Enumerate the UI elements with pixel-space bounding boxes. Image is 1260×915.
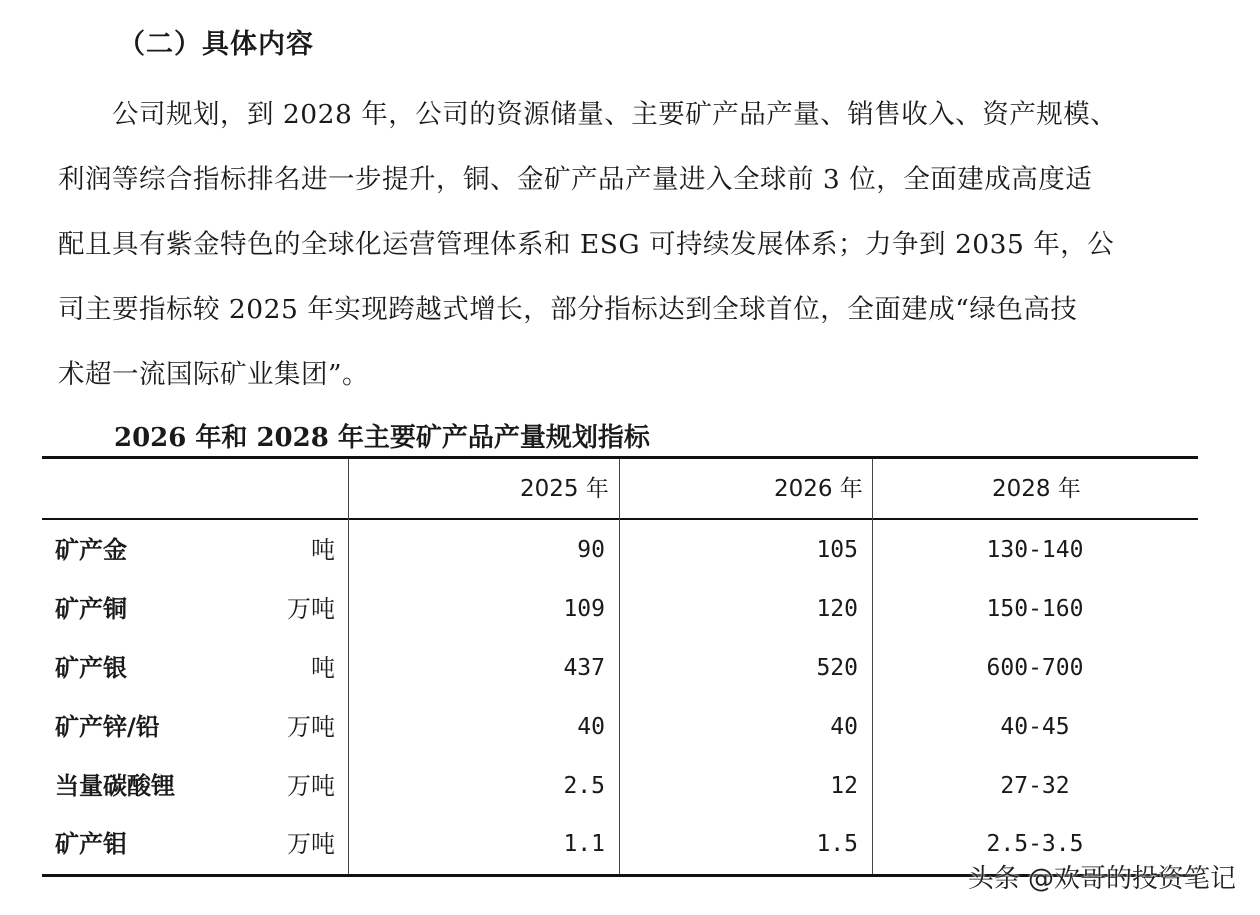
header-2028: 2028 年 [992,476,1081,502]
value-2026: 1.5 [816,831,858,857]
row-name: 矿产银 [55,654,127,682]
column-divider [872,459,873,874]
value-2028: 27-32 [1000,773,1070,799]
value-2025: 40 [577,714,605,740]
value-2025: 2.5 [563,773,605,799]
value-2028: 150-160 [986,596,1084,622]
value-2026: 40 [830,714,858,740]
value-2028: 2.5-3.5 [986,831,1084,857]
paragraph-line: 利润等综合指标排名进一步提升，铜、金矿产品产量进入全球前 3 位，全面建成高度适 [58,164,1093,195]
value-2026: 120 [816,596,858,622]
paragraph-line: 司主要指标较 2025 年实现跨越式增长，部分指标达到全球首位，全面建成“绿色高技 [58,294,1078,325]
row-unit: 吨 [311,654,335,682]
table-title: 2026 年和 2028 年主要矿产品产量规划指标 [114,423,650,453]
row-name: 矿产金 [55,536,127,564]
value-2026: 105 [816,537,858,563]
header-2025: 2025 年 [520,476,609,502]
row-unit: 万吨 [287,772,335,800]
value-2028: 130-140 [986,537,1084,563]
column-divider [619,459,620,874]
table-header-rule [42,518,1198,520]
column-divider [348,459,349,874]
table-top-rule [42,456,1198,459]
value-2028: 40-45 [1000,714,1070,740]
row-name: 矿产锌/铅 [55,713,160,741]
paragraph-line: 术超一流国际矿业集团”。 [58,359,370,390]
row-name: 当量碳酸锂 [55,772,175,800]
value-2025: 1.1 [563,831,605,857]
value-2028: 600-700 [986,655,1084,681]
value-2026: 12 [830,773,858,799]
section-heading: （二）具体内容 [118,29,314,60]
value-2025: 90 [577,537,605,563]
value-2026: 520 [816,655,858,681]
paragraph-line: 公司规划，到 2028 年，公司的资源储量、主要矿产品产量、销售收入、资产规模、 [112,99,1118,130]
row-name: 矿产钼 [55,830,127,858]
paragraph-line: 配且具有紫金特色的全球化运营管理体系和 ESG 可持续发展体系；力争到 2035 年，公 [58,229,1115,260]
row-unit: 万吨 [287,830,335,858]
header-2026: 2026 年 [774,476,863,502]
value-2025: 109 [563,596,605,622]
row-name: 矿产铜 [55,595,127,623]
row-unit: 万吨 [287,713,335,741]
row-unit: 吨 [311,536,335,564]
row-unit: 万吨 [287,595,335,623]
value-2025: 437 [563,655,605,681]
watermark-text: 头条 @欢哥的投资笔记 [967,864,1236,894]
